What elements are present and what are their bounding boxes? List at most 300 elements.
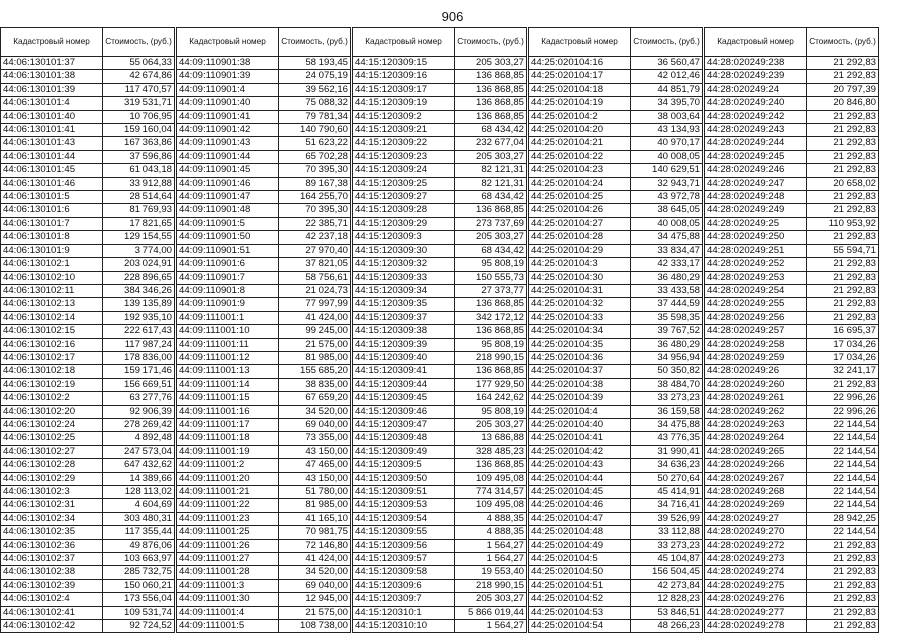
table-row [529, 70, 703, 83]
cost-cell: 43 972,78 [631, 191, 703, 204]
table-row [177, 579, 351, 592]
table-row [1, 351, 175, 364]
cadastral-number-cell: 44:15:120309:2 [353, 110, 455, 123]
table-row [177, 472, 351, 485]
cost-cell: 22 144,54 [807, 472, 879, 485]
table-row [177, 57, 351, 70]
cadastral-number-cell: 44:25:020104:23 [529, 164, 631, 177]
table-row [353, 97, 527, 110]
table-row [177, 244, 351, 257]
cadastral-number-cell: 44:06:130102:39 [1, 579, 103, 592]
cadastral-number-cell: 44:28:020249:253 [705, 271, 807, 284]
table-row [705, 405, 879, 418]
cost-cell: 40 008,05 [631, 150, 703, 163]
table-row [1, 70, 175, 83]
cost-cell: 136 868,85 [455, 97, 527, 110]
cost-cell: 20 797,39 [807, 83, 879, 96]
cadastral-number-cell: 44:28:020249:276 [705, 593, 807, 606]
table-row [705, 177, 879, 190]
cadastral-number-cell: 44:25:020104:26 [529, 204, 631, 217]
table-row [353, 378, 527, 391]
table-row [353, 338, 527, 351]
cadastral-number-cell: 44:25:020104:42 [529, 445, 631, 458]
table-row [353, 365, 527, 378]
cadastral-number-cell: 44:28:020249:249 [705, 204, 807, 217]
cadastral-number-cell: 44:06:130102:20 [1, 405, 103, 418]
table-row [705, 392, 879, 405]
cost-cell: 61 043,18 [103, 164, 175, 177]
table-row [177, 365, 351, 378]
table-row [353, 124, 527, 137]
cost-cell: 1 564,27 [455, 553, 527, 566]
cost-cell: 51 780,00 [279, 486, 351, 499]
table-row [705, 83, 879, 96]
column-header-cost: Стоимость, (руб.) [103, 28, 175, 57]
cadastral-number-cell: 44:09:110901:41 [177, 110, 279, 123]
table-row [177, 70, 351, 83]
table-row [353, 57, 527, 70]
cost-cell: 21 292,83 [807, 231, 879, 244]
cadastral-number-cell: 44:09:110901:9 [177, 298, 279, 311]
cadastral-number-cell: 44:06:130101:43 [1, 137, 103, 150]
cadastral-number-cell: 44:09:111001:16 [177, 405, 279, 418]
cadastral-number-cell: 44:06:130102:35 [1, 526, 103, 539]
table-row [353, 150, 527, 163]
table-row [177, 97, 351, 110]
cadastral-number-cell: 44:28:020249:245 [705, 150, 807, 163]
table-row [529, 593, 703, 606]
table-row [353, 70, 527, 83]
table-row [353, 539, 527, 552]
cadastral-number-cell: 44:15:120309:33 [353, 271, 455, 284]
cost-cell: 21 292,83 [807, 124, 879, 137]
cadastral-number-cell: 44:25:020104:31 [529, 284, 631, 297]
table-row [353, 606, 527, 619]
cadastral-number-cell: 44:28:020249:24 [705, 83, 807, 96]
cadastral-number-cell: 44:09:111001:4 [177, 606, 279, 619]
table-row [353, 191, 527, 204]
cost-cell: 136 868,85 [455, 110, 527, 123]
cost-cell: 42 333,17 [631, 258, 703, 271]
cost-cell: 17 034,26 [807, 351, 879, 364]
cost-cell: 70 981,75 [279, 526, 351, 539]
table-row [177, 338, 351, 351]
cost-cell: 21 292,83 [807, 606, 879, 619]
cost-cell: 136 868,85 [455, 298, 527, 311]
cost-cell: 73 355,00 [279, 432, 351, 445]
cost-cell: 38 484,70 [631, 378, 703, 391]
cadastral-number-cell: 44:06:130101:40 [1, 110, 103, 123]
cadastral-number-cell: 44:06:130101:41 [1, 124, 103, 137]
cost-cell: 22 144,54 [807, 459, 879, 472]
cadastral-number-cell: 44:25:020104:32 [529, 298, 631, 311]
table-row [529, 512, 703, 525]
table-row [1, 365, 175, 378]
cost-cell: 55 594,71 [807, 244, 879, 257]
cadastral-number-cell: 44:15:120309:49 [353, 445, 455, 458]
table-row [353, 620, 527, 633]
table-row [705, 164, 879, 177]
table-row [177, 445, 351, 458]
cost-cell: 37 821,05 [279, 258, 351, 271]
cadastral-number-cell: 44:09:111001:26 [177, 539, 279, 552]
cost-cell: 156 669,51 [103, 378, 175, 391]
cost-cell: 69 040,00 [279, 418, 351, 431]
cost-cell: 70 395,30 [279, 164, 351, 177]
cadastral-number-cell: 44:06:130102:17 [1, 351, 103, 364]
cadastral-number-cell: 44:28:020249:278 [705, 620, 807, 633]
cost-cell: 45 104,87 [631, 553, 703, 566]
table-row [177, 620, 351, 633]
cost-cell: 40 008,05 [631, 217, 703, 230]
cadastral-number-cell: 44:25:020104:24 [529, 177, 631, 190]
table-row [705, 539, 879, 552]
table-row [529, 137, 703, 150]
table-row [177, 539, 351, 552]
cost-cell: 156 504,45 [631, 566, 703, 579]
cost-cell: 12 945,00 [279, 593, 351, 606]
cadastral-number-cell: 44:28:020249:27 [705, 512, 807, 525]
cadastral-number-cell: 44:15:120309:53 [353, 499, 455, 512]
cost-cell: 39 526,99 [631, 512, 703, 525]
table-row [177, 284, 351, 297]
cost-cell: 17 821,65 [103, 217, 175, 230]
cadastral-number-cell: 44:09:111001:21 [177, 486, 279, 499]
table-row [177, 83, 351, 96]
cadastral-number-cell: 44:28:020249:257 [705, 325, 807, 338]
table-row [529, 405, 703, 418]
cadastral-number-cell: 44:25:020104:25 [529, 191, 631, 204]
table-row [353, 432, 527, 445]
cost-cell: 228 896,65 [103, 271, 175, 284]
cost-cell: 81 985,00 [279, 351, 351, 364]
cost-cell: 38 645,05 [631, 204, 703, 217]
table-row [353, 593, 527, 606]
cadastre-table-3 [352, 27, 527, 633]
table-row [705, 271, 879, 284]
table-row [529, 365, 703, 378]
cadastral-number-cell: 44:28:020249:265 [705, 445, 807, 458]
cadastral-number-cell: 44:09:111001:13 [177, 365, 279, 378]
table-row [529, 124, 703, 137]
cadastral-number-cell: 44:06:130102:25 [1, 432, 103, 445]
cadastral-number-cell: 44:06:130102:19 [1, 378, 103, 391]
cost-cell: 22 144,54 [807, 526, 879, 539]
table-row [1, 553, 175, 566]
cost-cell: 178 836,00 [103, 351, 175, 364]
cost-cell: 167 363,86 [103, 137, 175, 150]
table-row [177, 486, 351, 499]
cost-cell: 19 553,40 [455, 566, 527, 579]
cost-cell: 21 292,83 [807, 593, 879, 606]
cost-cell: 50 350,82 [631, 365, 703, 378]
cost-cell: 33 433,58 [631, 284, 703, 297]
table-row [177, 137, 351, 150]
cost-cell: 205 303,27 [455, 150, 527, 163]
cost-cell: 41 424,00 [279, 311, 351, 324]
cost-cell: 117 470,57 [103, 83, 175, 96]
cadastral-number-cell: 44:15:120310:10 [353, 620, 455, 633]
cost-cell: 95 808,19 [455, 405, 527, 418]
table-row [529, 539, 703, 552]
cost-cell: 21 292,83 [807, 258, 879, 271]
cost-cell: 34 475,88 [631, 418, 703, 431]
cost-cell: 774 314,57 [455, 486, 527, 499]
cadastral-number-cell: 44:25:020104:51 [529, 579, 631, 592]
cadastral-number-cell: 44:15:120309:40 [353, 351, 455, 364]
cadastral-number-cell: 44:25:020104:19 [529, 97, 631, 110]
cost-cell: 164 255,70 [279, 191, 351, 204]
cost-cell: 22 996,26 [807, 405, 879, 418]
table-row [353, 311, 527, 324]
cadastral-number-cell: 44:15:120309:58 [353, 566, 455, 579]
cadastral-number-cell: 44:28:020249:250 [705, 231, 807, 244]
cost-cell: 42 273,84 [631, 579, 703, 592]
cadastral-number-cell: 44:28:020249:266 [705, 459, 807, 472]
table-row [705, 378, 879, 391]
cadastral-number-cell: 44:28:020249:238 [705, 57, 807, 70]
cadastral-number-cell: 44:06:130102:2 [1, 392, 103, 405]
table-row [705, 351, 879, 364]
table-row [177, 271, 351, 284]
cost-cell: 28 942,25 [807, 512, 879, 525]
table-row [705, 110, 879, 123]
cadastral-number-cell: 44:15:120309:41 [353, 365, 455, 378]
cost-cell: 109 531,74 [103, 606, 175, 619]
cost-cell: 21 292,83 [807, 191, 879, 204]
cost-cell: 34 475,88 [631, 231, 703, 244]
cost-cell: 40 970,17 [631, 137, 703, 150]
cadastral-number-cell: 44:28:020249:240 [705, 97, 807, 110]
cadastral-number-cell: 44:09:111001:18 [177, 432, 279, 445]
cost-cell: 136 868,85 [455, 83, 527, 96]
cost-cell: 31 990,41 [631, 445, 703, 458]
cadastral-number-cell: 44:15:120309:47 [353, 418, 455, 431]
cadastral-number-cell: 44:25:020104:40 [529, 418, 631, 431]
cadastral-number-cell: 44:06:130101:39 [1, 83, 103, 96]
table-row [353, 298, 527, 311]
cost-cell: 177 929,50 [455, 378, 527, 391]
table-row [529, 499, 703, 512]
cost-cell: 218 990,15 [455, 351, 527, 364]
cadastral-number-cell: 44:06:130101:45 [1, 164, 103, 177]
table-row [705, 512, 879, 525]
cadastral-number-cell: 44:15:120309:21 [353, 124, 455, 137]
cost-cell: 33 273,23 [631, 539, 703, 552]
table-row [177, 553, 351, 566]
cost-cell: 95 808,19 [455, 338, 527, 351]
cadastral-number-cell: 44:25:020104:46 [529, 499, 631, 512]
table-row [353, 418, 527, 431]
table-row [705, 486, 879, 499]
table-row [177, 177, 351, 190]
table-row [353, 110, 527, 123]
table-row [353, 137, 527, 150]
table-row [529, 83, 703, 96]
cost-cell: 53 846,51 [631, 606, 703, 619]
cost-cell: 33 834,47 [631, 244, 703, 257]
cadastral-number-cell: 44:28:020249:25 [705, 217, 807, 230]
cost-cell: 155 685,20 [279, 365, 351, 378]
table-row [177, 325, 351, 338]
cadastral-number-cell: 44:28:020249:247 [705, 177, 807, 190]
table-row [177, 512, 351, 525]
cost-cell: 20 658,02 [807, 177, 879, 190]
cost-cell: 34 395,70 [631, 97, 703, 110]
cost-cell: 63 277,76 [103, 392, 175, 405]
table-row [353, 553, 527, 566]
table-row [529, 325, 703, 338]
table-row [1, 258, 175, 271]
cadastral-number-cell: 44:09:111001:3 [177, 579, 279, 592]
cost-cell: 136 868,85 [455, 459, 527, 472]
cadastral-number-cell: 44:28:020249:251 [705, 244, 807, 257]
table-row [529, 110, 703, 123]
table-row [177, 566, 351, 579]
table-row [353, 284, 527, 297]
table-row [529, 432, 703, 445]
cost-cell: 21 292,83 [807, 164, 879, 177]
column-header-cost: Стоимость, (руб.) [807, 28, 879, 57]
cost-cell: 22 144,54 [807, 499, 879, 512]
cadastral-number-cell: 44:28:020249:262 [705, 405, 807, 418]
cost-cell: 205 303,27 [455, 231, 527, 244]
cadastral-number-cell: 44:15:120309:3 [353, 231, 455, 244]
cost-cell: 150 555,73 [455, 271, 527, 284]
cadastral-number-cell: 44:28:020249:270 [705, 526, 807, 539]
table-row [1, 271, 175, 284]
cadastral-number-cell: 44:06:130102:37 [1, 553, 103, 566]
table-row [1, 405, 175, 418]
cost-cell: 67 659,20 [279, 392, 351, 405]
cadastral-number-cell: 44:28:020249:243 [705, 124, 807, 137]
cost-cell: 55 064,33 [103, 57, 175, 70]
cadastral-number-cell: 44:06:130102:27 [1, 445, 103, 458]
table-row [529, 418, 703, 431]
table-row [705, 311, 879, 324]
cost-cell: 43 150,00 [279, 472, 351, 485]
cadastral-number-cell: 44:25:020104:41 [529, 432, 631, 445]
table-row [1, 486, 175, 499]
cost-cell: 21 292,83 [807, 553, 879, 566]
table-row [1, 338, 175, 351]
table-row [353, 472, 527, 485]
table-row [529, 204, 703, 217]
cost-cell: 81 985,00 [279, 499, 351, 512]
cost-cell: 10 706,95 [103, 110, 175, 123]
cost-cell: 32 943,71 [631, 177, 703, 190]
cadastral-number-cell: 44:06:130101:7 [1, 217, 103, 230]
table-row [1, 526, 175, 539]
table-row [529, 472, 703, 485]
cadastral-number-cell: 44:06:130102:24 [1, 418, 103, 431]
table-row [529, 378, 703, 391]
cadastral-number-cell: 44:09:111001:14 [177, 378, 279, 391]
cadastral-number-cell: 44:06:130101:44 [1, 150, 103, 163]
table-row [705, 526, 879, 539]
cadastral-number-cell: 44:15:120309:37 [353, 311, 455, 324]
cadastral-number-cell: 44:15:120309:28 [353, 204, 455, 217]
table-row [1, 217, 175, 230]
column-header-code: Кадастровый номер [529, 28, 631, 57]
table-row [177, 231, 351, 244]
cadastral-number-cell: 44:28:020249:252 [705, 258, 807, 271]
cadastral-number-cell: 44:25:020104:36 [529, 351, 631, 364]
cost-cell: 21 292,83 [807, 284, 879, 297]
cadastral-number-cell: 44:25:020104:37 [529, 365, 631, 378]
cadastral-number-cell: 44:15:120309:54 [353, 512, 455, 525]
cadastral-number-cell: 44:25:020104:29 [529, 244, 631, 257]
table-row [705, 57, 879, 70]
cost-cell: 33 912,88 [103, 177, 175, 190]
cadastral-number-cell: 44:15:120309:19 [353, 97, 455, 110]
cost-cell: 42 012,46 [631, 70, 703, 83]
cost-cell: 75 088,32 [279, 97, 351, 110]
cost-cell: 140 790,60 [279, 124, 351, 137]
table-row [529, 620, 703, 633]
cost-cell: 285 732,75 [103, 566, 175, 579]
table-row [1, 445, 175, 458]
cost-cell: 32 241,17 [807, 365, 879, 378]
cost-cell: 41 424,00 [279, 553, 351, 566]
cadastral-number-cell: 44:06:130101:4 [1, 97, 103, 110]
table-row [353, 217, 527, 230]
table-row [705, 70, 879, 83]
cadastral-number-cell: 44:28:020249:277 [705, 606, 807, 619]
cost-cell: 22 144,54 [807, 418, 879, 431]
cadastral-number-cell: 44:06:130102:18 [1, 365, 103, 378]
cost-cell: 51 623,22 [279, 137, 351, 150]
cadastral-number-cell: 44:09:111001:23 [177, 512, 279, 525]
cadastral-number-cell: 44:25:020104:45 [529, 486, 631, 499]
table-row [353, 445, 527, 458]
cadastral-number-cell: 44:06:130102:3 [1, 486, 103, 499]
cost-cell: 20 846,80 [807, 97, 879, 110]
cadastral-number-cell: 44:28:020249:259 [705, 351, 807, 364]
table-block-3 [352, 27, 527, 633]
cadastral-number-cell: 44:09:111001:12 [177, 351, 279, 364]
table-row [705, 365, 879, 378]
table-row [529, 566, 703, 579]
cadastral-number-cell: 44:15:120309:25 [353, 177, 455, 190]
table-row [705, 432, 879, 445]
cost-cell: 205 303,27 [455, 593, 527, 606]
cadastral-number-cell: 44:09:111001:25 [177, 526, 279, 539]
cost-cell: 136 868,85 [455, 204, 527, 217]
table-row [177, 606, 351, 619]
table-row [529, 553, 703, 566]
table-row [177, 432, 351, 445]
cadastral-number-cell: 44:06:130101:9 [1, 244, 103, 257]
cadastral-number-cell: 44:15:120310:1 [353, 606, 455, 619]
cadastre-table-5 [704, 27, 879, 633]
column-header-cost: Стоимость, (руб.) [279, 28, 351, 57]
table-row [177, 124, 351, 137]
table-row [705, 593, 879, 606]
table-row [177, 351, 351, 364]
cadastral-number-cell: 44:25:020104:30 [529, 271, 631, 284]
table-row [705, 553, 879, 566]
cadastral-number-cell: 44:25:020104:35 [529, 338, 631, 351]
cadastral-number-cell: 44:25:020104:33 [529, 311, 631, 324]
cadastral-number-cell: 44:09:111001:1 [177, 311, 279, 324]
cadastral-number-cell: 44:06:130101:5 [1, 191, 103, 204]
cadastral-number-cell: 44:09:111001:10 [177, 325, 279, 338]
cadastral-number-cell: 44:06:130101:38 [1, 70, 103, 83]
cadastral-number-cell: 44:09:111001:28 [177, 566, 279, 579]
table-block-2 [176, 27, 351, 633]
table-row [1, 57, 175, 70]
